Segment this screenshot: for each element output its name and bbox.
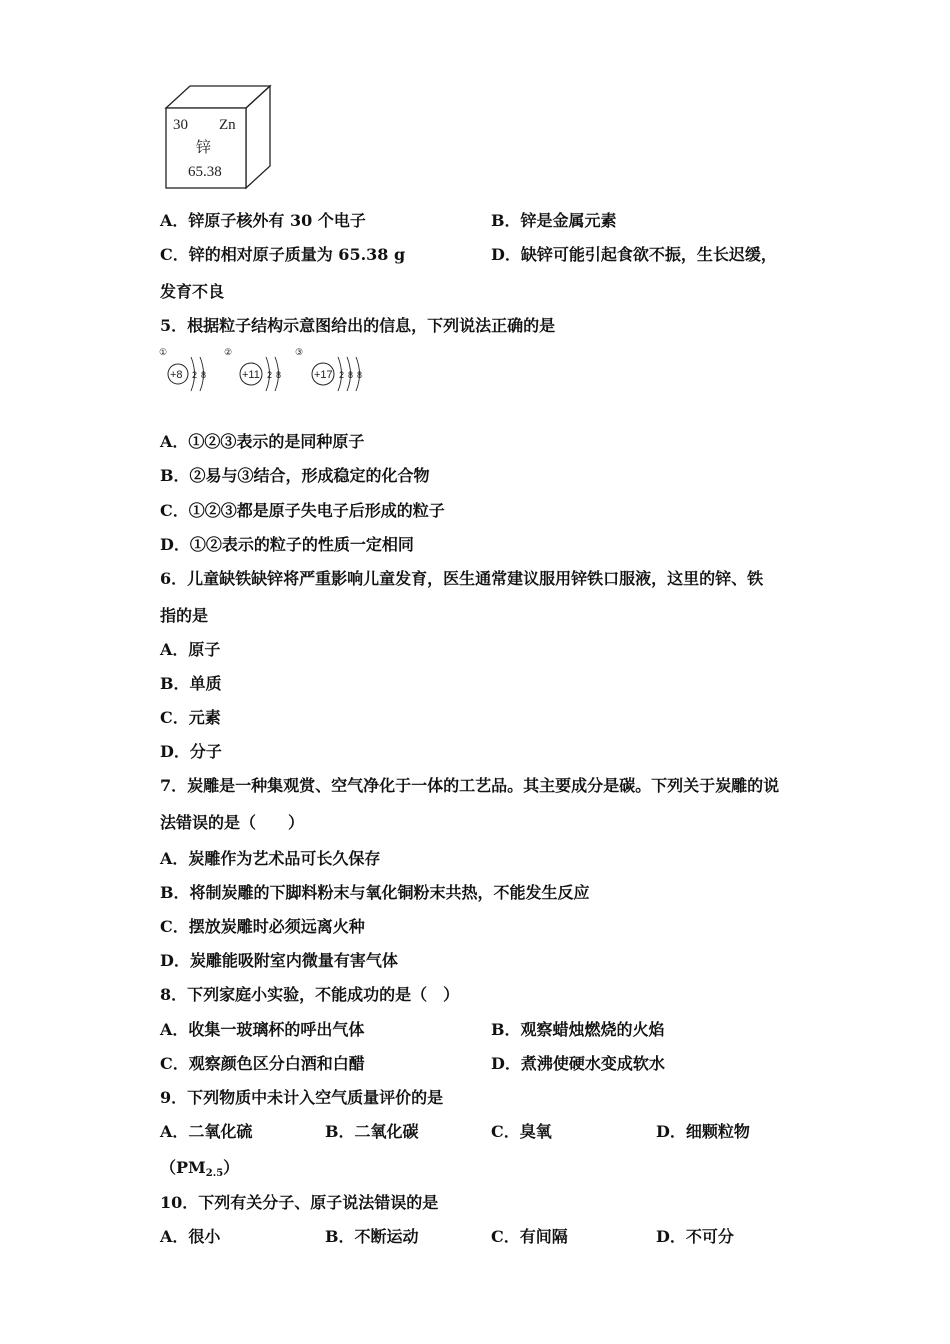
q8-option-d: D．煮沸使硬水变成软水 (491, 1054, 665, 1073)
q9-stem: 9．下列物质中未计入空气质量评价的是 (160, 1088, 444, 1107)
q7-stem-continued: 法错误的是（ ） (160, 813, 305, 832)
q4-option-c: C．锌的相对原子质量为 65.38 g (160, 245, 406, 264)
q8-option-a: A．收集一玻璃杯的呼出气体 (160, 1020, 365, 1039)
q10-option-c: C．有间隔 (491, 1227, 568, 1246)
q8-option-c: C．观察颜色区分白酒和白醋 (160, 1054, 365, 1073)
q9-option-b: B．二氧化碳 (325, 1122, 419, 1141)
atom-3-nucleus: +17 (314, 369, 333, 381)
particle-structure-diagrams (158, 345, 378, 395)
q5-option-c: C．①②③都是原子失电子后形成的粒子 (160, 501, 445, 520)
q5-option-d: D．①②表示的粒子的性质一定相同 (160, 535, 414, 554)
atom-diagram-2 (224, 347, 281, 391)
q5-stem: 5．根据粒子结构示意图给出的信息，下列说法正确的是 (160, 316, 556, 335)
q4-option-d-continued: 发育不良 (160, 282, 225, 301)
atom-1-shell-1: 2 (192, 370, 198, 380)
atom-2-nucleus: +11 (242, 369, 260, 381)
q4-option-b: B．锌是金属元素 (491, 211, 617, 230)
q8-stem: 8．下列家庭小实验，不能成功的是（ ） (160, 985, 460, 1004)
q6-stem: 6．儿童缺铁缺锌将严重影响儿童发育，医生通常建议服用锌铁口服液，这里的锌、铁 (160, 569, 764, 588)
q7-option-c: C．摆放炭雕时必须远离火种 (160, 917, 365, 936)
q4-option-d: D．缺锌可能引起食欲不振，生长迟缓， (491, 245, 777, 264)
atom-3-shell-2: 8 (348, 370, 354, 380)
pm-close: ） (223, 1158, 240, 1177)
q9-option-a: A．二氧化硫 (160, 1122, 253, 1141)
atom-diagram-1 (159, 347, 206, 391)
zinc-element-cell (160, 82, 275, 192)
q6-option-d: D．分子 (160, 742, 222, 761)
q6-option-c: C．元素 (160, 708, 221, 727)
q4-option-a: A．锌原子核外有 30 个电子 (160, 211, 366, 230)
q9-option-d: D．细颗粒物 (656, 1122, 750, 1141)
atom-diagram-3 (295, 347, 362, 391)
q9-option-c: C．臭氧 (491, 1122, 552, 1141)
q10-option-a: A．很小 (160, 1227, 221, 1246)
atom-3-label: ③ (295, 347, 304, 357)
atom-1-shell-2: 8 (201, 370, 207, 380)
q6-option-b: B．单质 (160, 674, 222, 693)
q6-stem-continued: 指的是 (160, 606, 209, 625)
pm-open: （PM (160, 1158, 206, 1177)
pm-subscript: 2.5 (205, 1168, 224, 1179)
q10-stem: 10．下列有关分子、原子说法错误的是 (160, 1193, 439, 1212)
atom-2-shell-2: 8 (276, 370, 282, 380)
atom-1-nucleus: +8 (170, 369, 183, 381)
element-name: 锌 (196, 140, 212, 156)
atom-3-shell-3: 8 (357, 370, 363, 380)
q10-option-d: D．不可分 (656, 1227, 734, 1246)
q7-option-d: D．炭雕能吸附室内微量有害气体 (160, 951, 398, 970)
q9-option-d-continued (160, 1158, 239, 1184)
q7-option-b: B．将制炭雕的下脚料粉末与氧化铜粉末共热，不能发生反应 (160, 883, 590, 902)
q5-option-a: A．①②③表示的是同种原子 (160, 432, 365, 451)
atom-1-label: ① (159, 347, 168, 357)
atom-2-label: ② (224, 347, 233, 357)
atomic-number: 30 (173, 117, 188, 133)
q6-option-a: A．原子 (160, 640, 221, 659)
q5-option-b: B．②易与③结合，形成稳定的化合物 (160, 466, 430, 485)
q8-option-b: B．观察蜡烛燃烧的火焰 (491, 1020, 665, 1039)
q7-option-a: A．炭雕作为艺术品可长久保存 (160, 849, 381, 868)
q10-option-b: B．不断运动 (325, 1227, 419, 1246)
atom-2-shell-1: 2 (267, 370, 273, 380)
atomic-mass: 65.38 (188, 164, 222, 180)
atom-3-shell-1: 2 (339, 370, 345, 380)
q7-stem: 7．炭雕是一种集观赏、空气净化于一体的工艺品。其主要成分是碳。下列关于炭雕的说 (160, 776, 780, 795)
element-symbol: Zn (219, 117, 236, 133)
